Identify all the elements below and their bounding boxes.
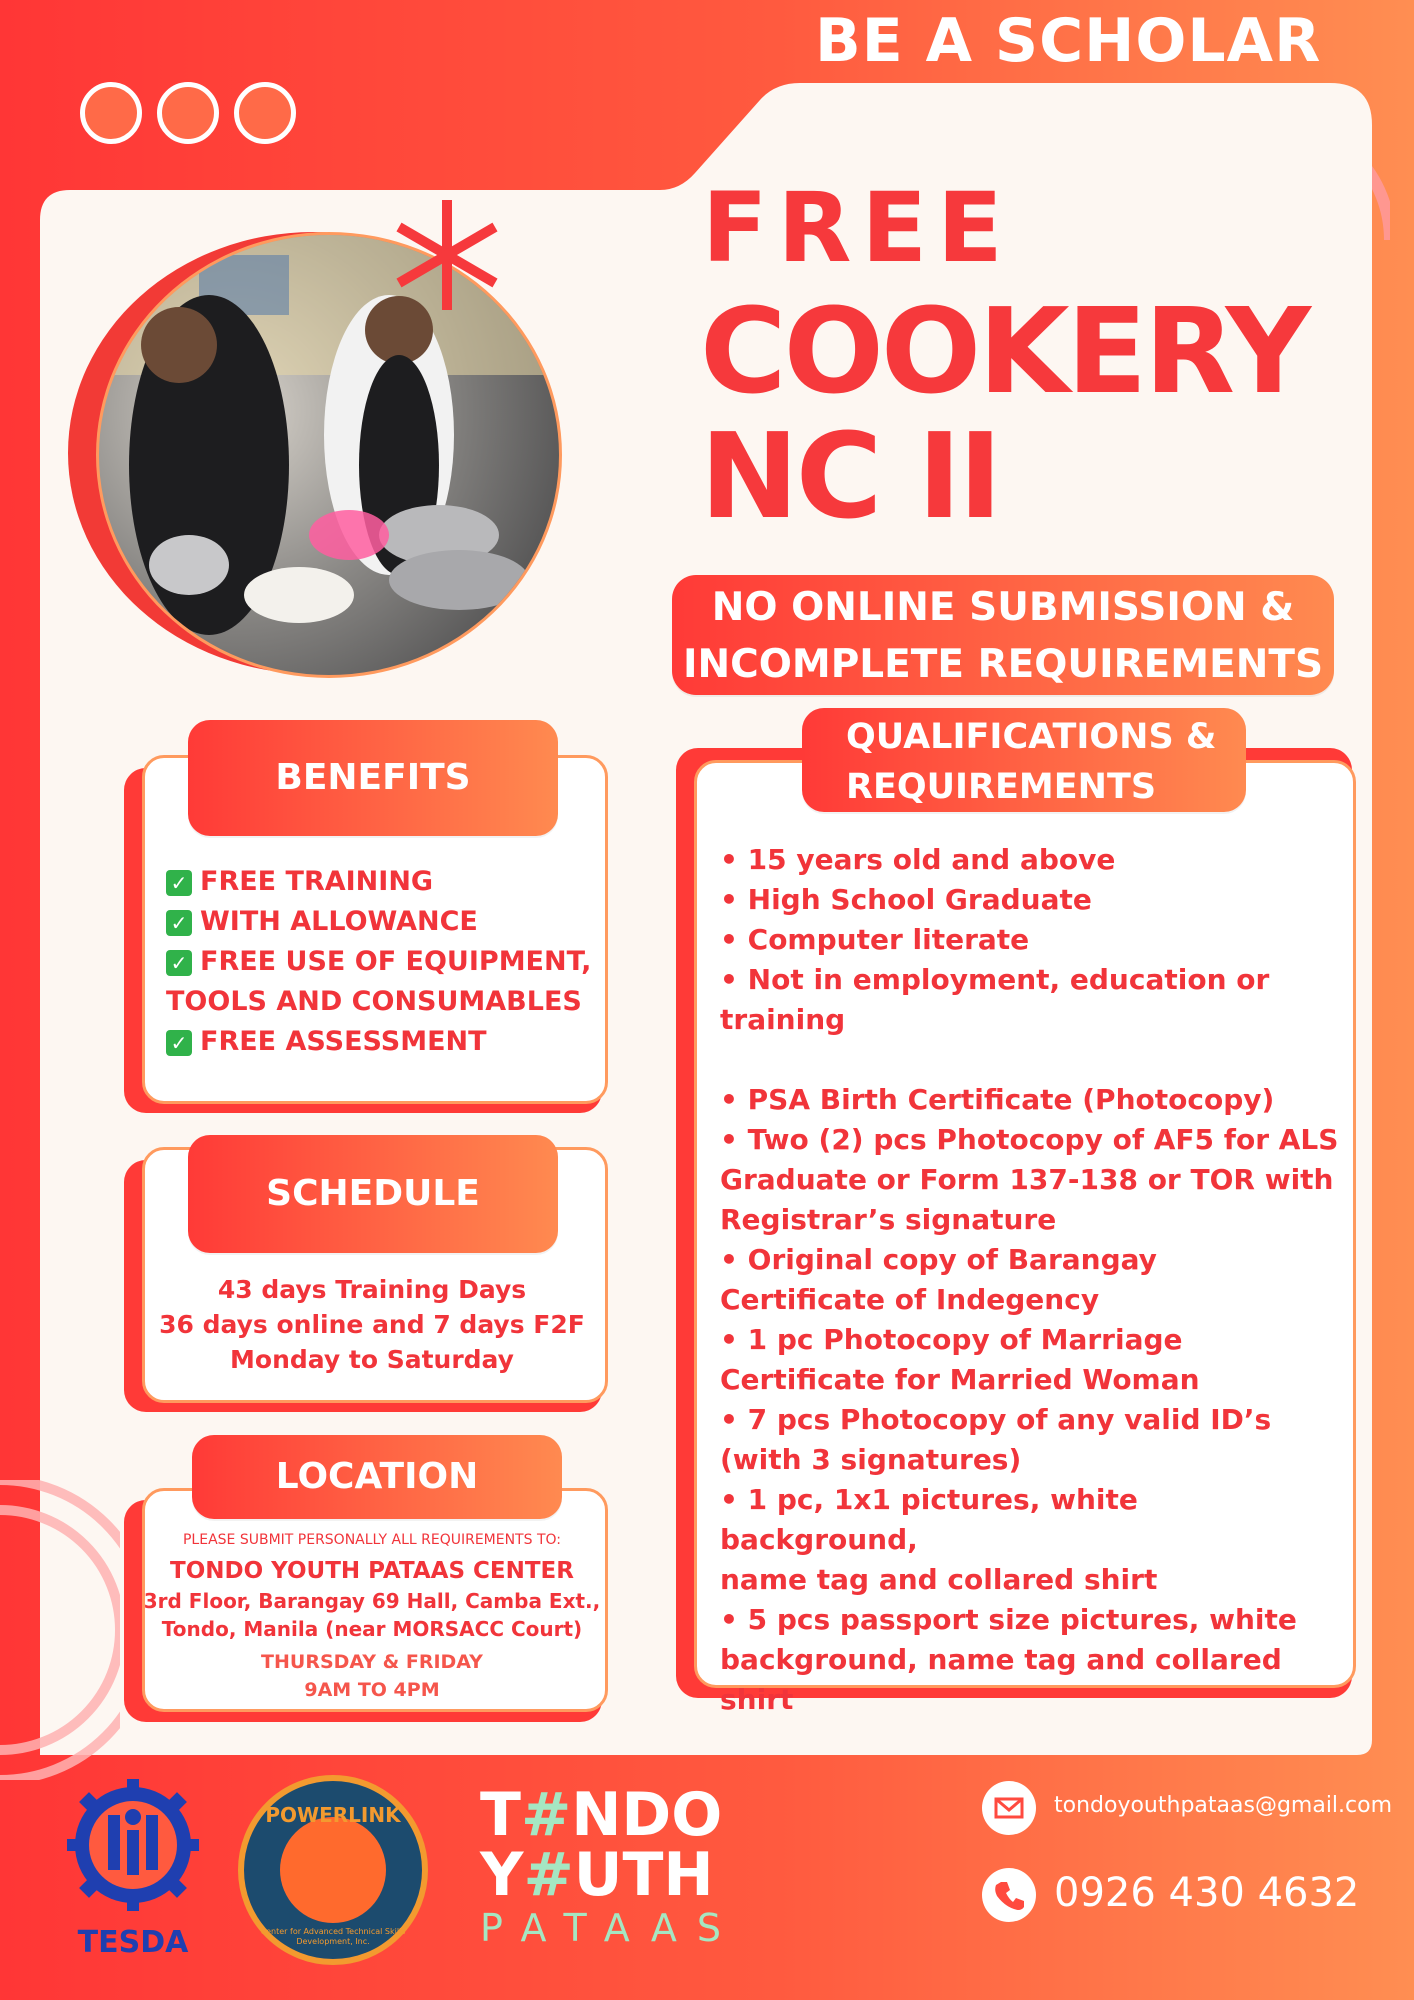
qualification-line: • 15 years old and above: [720, 843, 1116, 876]
notice-line-1: NO ONLINE SUBMISSION &: [711, 585, 1295, 630]
requirement-line: Certificate for Married Woman: [720, 1363, 1200, 1396]
qualifications-title-2: REQUIREMENTS: [846, 767, 1157, 807]
decor-circle-3: [234, 82, 296, 144]
check-icon: ✓: [166, 1030, 192, 1056]
location-title: LOCATION: [192, 1435, 562, 1519]
requirement-line: Graduate or Form 137-138 or TOR with: [720, 1163, 1334, 1196]
requirement-line: Certificate of Indegency: [720, 1283, 1100, 1316]
check-icon: ✓: [166, 950, 192, 976]
requirement-line: • 1 pc, 1x1 pictures, white background,: [720, 1483, 1138, 1556]
qualifications-title: [802, 708, 1246, 812]
schedule-line-3: Monday to Saturday: [230, 1345, 514, 1374]
asterisk-icon: [392, 200, 502, 310]
benefit-item-4: ✓ FREE ASSESSMENT: [166, 1022, 596, 1062]
location-address-1: 3rd Floor, Barangay 69 Hall, Camba Ext.,: [143, 1589, 601, 1613]
envelope-icon: [982, 1781, 1036, 1835]
qualification-line: training: [720, 1003, 846, 1036]
decor-circle-2: [157, 82, 219, 144]
benefit-item-3-cont: TOOLS AND CONSUMABLES: [166, 986, 582, 1017]
arcs-decoration-bottom: [0, 1480, 120, 1780]
check-icon: ✓: [166, 910, 192, 936]
powerlink-subtitle: Center for Advanced Technical Skills Development, Inc.: [260, 1927, 406, 1946]
benefit-item-3: ✓ FREE USE OF EQUIPMENT,: [166, 942, 596, 982]
check-icon: ✓: [166, 870, 192, 896]
contact-phone[interactable]: 0926 430 4632: [1054, 1870, 1360, 1916]
title-free: FREE: [702, 172, 1013, 284]
title-cookery: COOKERY: [700, 282, 1309, 420]
requirement-line: • Two (2) pcs Photocopy of AF5 for ALS: [720, 1123, 1339, 1156]
phone-icon: [982, 1868, 1036, 1922]
powerlink-logo: [238, 1775, 428, 1965]
tesda-label: TESDA: [77, 1925, 189, 1960]
schedule-line-2: 36 days online and 7 days F2F: [159, 1310, 585, 1339]
location-hours: 9AM TO 4PM: [304, 1679, 440, 1701]
contact-email[interactable]: tondoyouthpataas@gmail.com: [1054, 1793, 1393, 1818]
requirement-line: (with 3 signatures): [720, 1443, 1022, 1476]
requirement-line: • 5 pcs passport size pictures, white: [720, 1603, 1297, 1636]
notice-banner: [672, 575, 1334, 695]
requirement-line: shirt: [720, 1683, 794, 1716]
benefit-item-1: ✓ FREE TRAINING: [166, 862, 596, 902]
tagline: BE A SCHOLAR: [815, 6, 1322, 76]
requirement-line: • 7 pcs Photocopy of any valid ID’s: [720, 1403, 1272, 1436]
requirement-line: • Original copy of Barangay: [720, 1243, 1157, 1276]
location-days: THURSDAY & FRIDAY: [261, 1651, 483, 1673]
powerlink-bulb-icon: [280, 1817, 386, 1923]
tondo-logo-line-1: T#NDO: [480, 1780, 723, 1850]
requirement-line: name tag and collared shirt: [720, 1563, 1158, 1596]
requirement-line: • 1 pc Photocopy of Marriage: [720, 1323, 1183, 1356]
decor-circle-1: [80, 82, 142, 144]
schedule-line-1: 43 days Training Days: [217, 1275, 527, 1304]
qualification-line: • High School Graduate: [720, 883, 1092, 916]
qualifications-list: [720, 840, 1340, 1720]
powerlink-label: POWERLINK: [265, 1803, 401, 1827]
location-note: PLEASE SUBMIT PERSONALLY ALL REQUIREMENTS TO:: [182, 1532, 561, 1548]
qualification-line: • Not in employment, education or: [720, 963, 1270, 996]
location-center: TONDO YOUTH PATAAS CENTER: [170, 1558, 574, 1584]
requirement-line: Registrar’s signature: [720, 1203, 1057, 1236]
requirement-line: background, name tag and collared: [720, 1643, 1282, 1676]
schedule-details: [142, 1272, 602, 1377]
tondo-logo-line-2: Y#UTH: [480, 1840, 714, 1910]
title-nc-ii: NC II: [700, 407, 1000, 545]
tesda-logo: [58, 1775, 208, 1925]
schedule-title: SCHEDULE: [188, 1135, 558, 1253]
hash-icon: #: [523, 1840, 574, 1910]
requirement-line: • PSA Birth Certificate (Photocopy): [720, 1083, 1275, 1116]
location-address-2: Tondo, Manila (near MORSACC Court): [161, 1617, 583, 1641]
benefit-item-2: ✓ WITH ALLOWANCE: [166, 902, 596, 942]
qualification-spacer: [720, 1040, 1340, 1080]
tondo-logo-line-3: PATAAS: [480, 1906, 741, 1950]
notice-line-2: INCOMPLETE REQUIREMENTS: [682, 642, 1324, 687]
hash-icon: #: [520, 1780, 572, 1850]
location-details: [142, 1529, 602, 1703]
tondo-youth-logo: [480, 1780, 741, 1951]
benefits-list: [166, 862, 596, 1062]
benefits-title: BENEFITS: [188, 720, 558, 836]
qualification-line: • Computer literate: [720, 923, 1030, 956]
qualifications-title-1: QUALIFICATIONS &: [846, 717, 1217, 757]
